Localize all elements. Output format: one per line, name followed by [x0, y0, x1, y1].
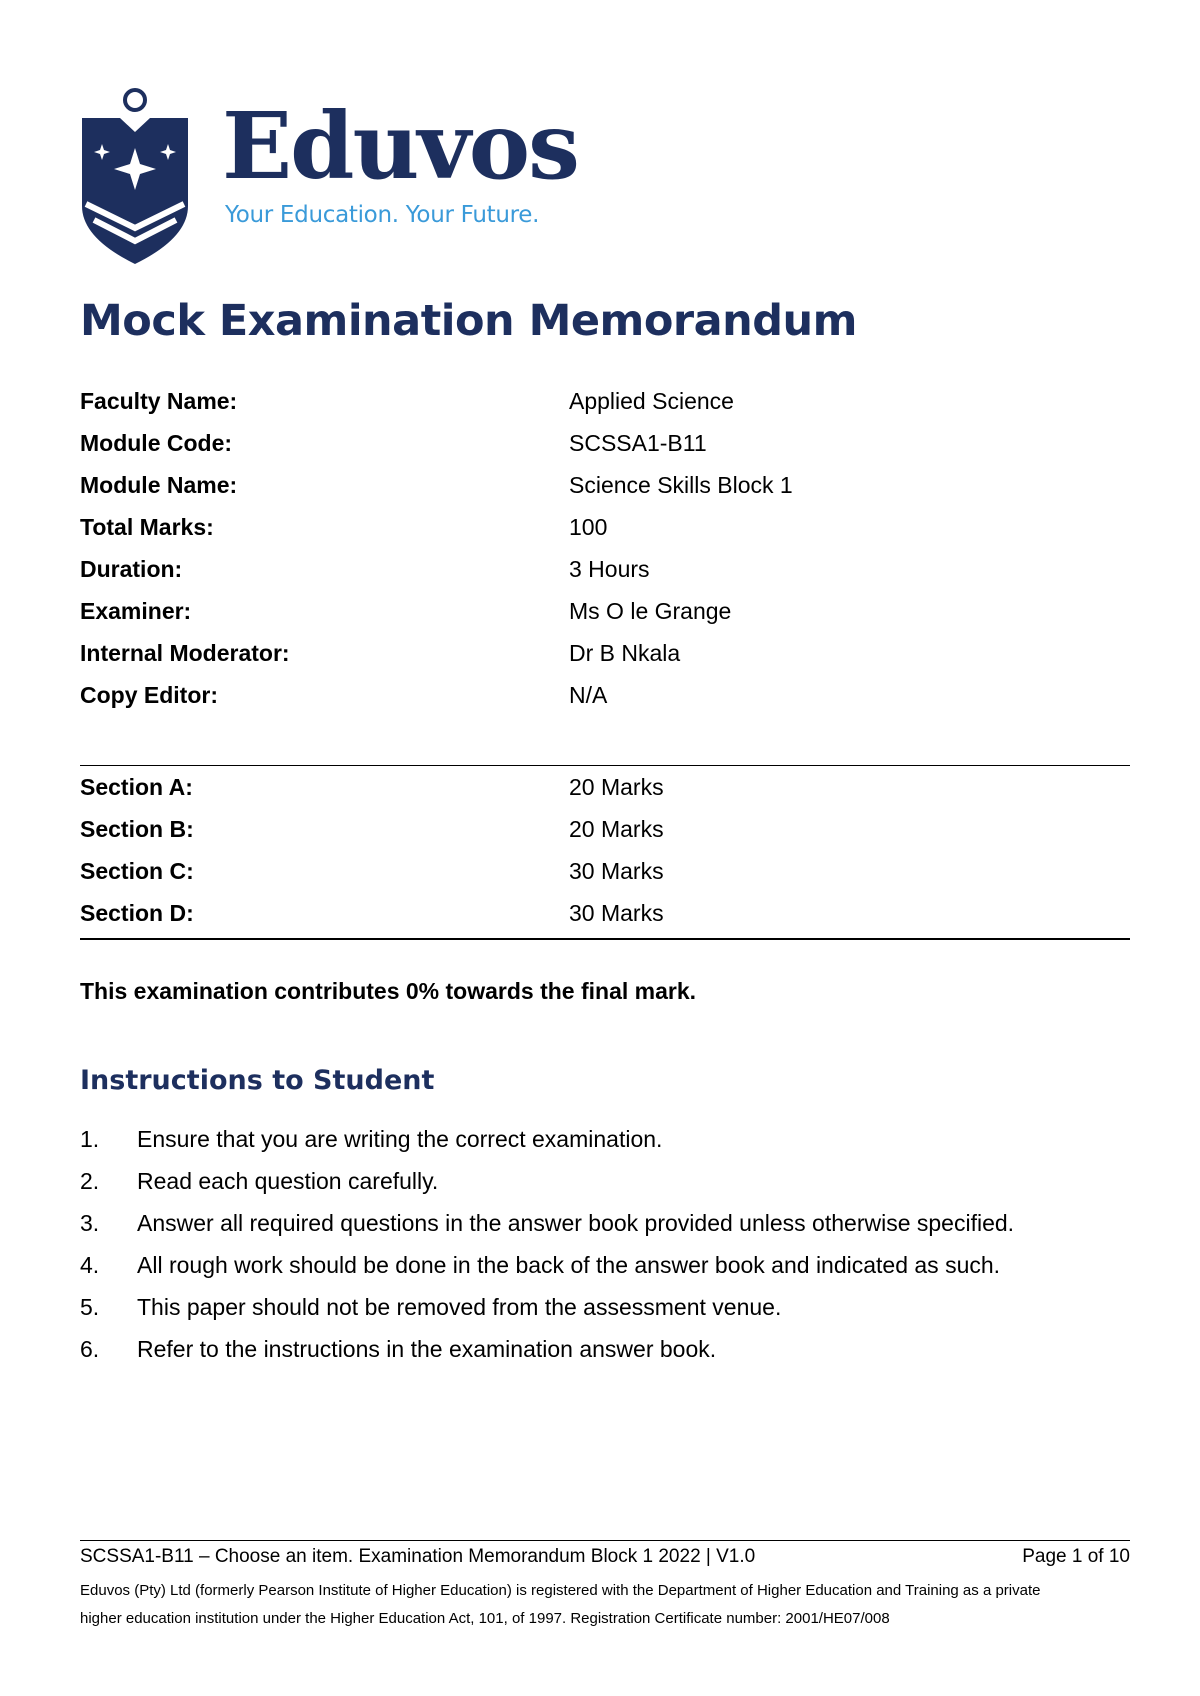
instruction-number: 6. [80, 1336, 100, 1362]
instruction-text: Answer all required questions in the answer book provided unless otherwise specified. [137, 1210, 1015, 1236]
section-row [80, 892, 1130, 934]
info-label: Module Name: [80, 472, 238, 498]
instruction-number: 2. [80, 1168, 100, 1194]
instruction-number: 4. [80, 1252, 100, 1278]
footer-reference-line [80, 1541, 1130, 1573]
instruction-item [80, 1118, 1140, 1160]
info-row [80, 590, 1130, 632]
section-marks: 20 Marks [569, 816, 664, 842]
contribution-note: This examination contributes 0% towards the final mark. [80, 978, 697, 1004]
section-label: Section C: [80, 858, 194, 884]
page-number: Page 1 of 10 [1022, 1546, 1130, 1567]
eduvos-logo [80, 86, 580, 266]
info-value: 100 [569, 514, 608, 540]
info-label: Total Marks: [80, 514, 214, 540]
info-value: Applied Science [569, 388, 734, 414]
info-row [80, 632, 1130, 674]
section-label: Section A: [80, 774, 193, 800]
instruction-item [80, 1202, 1140, 1244]
info-label: Faculty Name: [80, 388, 238, 414]
info-value: Science Skills Block 1 [569, 472, 793, 498]
instructions-heading: Instructions to Student [80, 1065, 435, 1096]
section-row [80, 850, 1130, 892]
section-marks-table [80, 765, 1130, 940]
info-value: SCSSA1-B11 [569, 430, 707, 456]
legal-notice [80, 1577, 1130, 1633]
info-label: Internal Moderator: [80, 640, 290, 666]
instruction-number: 1. [80, 1126, 100, 1152]
instruction-text: Ensure that you are writing the correct examination. [137, 1126, 663, 1152]
info-row [80, 380, 1130, 422]
info-row [80, 506, 1130, 548]
info-row [80, 548, 1130, 590]
brand-name: Eduvos [222, 92, 578, 200]
instruction-item [80, 1328, 1140, 1370]
legal-line: higher education institution under the Higher Education Act, 101, of 1997. Registration Certificate number: 2001/HE07/008 [80, 1610, 890, 1627]
page-footer [80, 1540, 1130, 1633]
section-label: Section B: [80, 816, 194, 842]
section-marks: 30 Marks [569, 900, 664, 926]
section-row [80, 808, 1130, 850]
legal-line: Eduvos (Pty) Ltd (formerly Pearson Institute of Higher Education) is registered with the Department of Higher Education and Training as a private [80, 1582, 1041, 1599]
section-marks: 30 Marks [569, 858, 664, 884]
brand-tagline: Your Education. Your Future. [225, 202, 540, 228]
instruction-text: Read each question carefully. [137, 1168, 439, 1194]
info-value: Ms O le Grange [569, 598, 732, 624]
document-reference: SCSSA1-B11 – Choose an item. Examination Memorandum Block 1 2022 | V1.0 [80, 1546, 756, 1567]
info-label: Module Code: [80, 430, 233, 456]
instruction-item [80, 1244, 1140, 1286]
shield-crest-icon [80, 86, 190, 266]
section-label: Section D: [80, 900, 194, 926]
section-marks: 20 Marks [569, 774, 664, 800]
instruction-text: Refer to the instructions in the examination answer book. [137, 1336, 717, 1362]
document-title: Mock Examination Memorandum [80, 296, 857, 346]
section-row [80, 766, 1130, 808]
info-value: N/A [569, 682, 608, 708]
instruction-text: This paper should not be removed from the assessment venue. [137, 1294, 782, 1320]
instruction-number: 5. [80, 1294, 100, 1320]
info-row [80, 422, 1130, 464]
info-label: Duration: [80, 556, 183, 582]
exam-info-table [80, 380, 1130, 716]
instruction-item [80, 1160, 1140, 1202]
instruction-number: 3. [80, 1210, 100, 1236]
instructions-list [80, 1118, 1140, 1370]
info-value: Dr B Nkala [569, 640, 681, 666]
info-label: Copy Editor: [80, 682, 218, 708]
info-row [80, 674, 1130, 716]
info-row [80, 464, 1130, 506]
info-label: Examiner: [80, 598, 192, 624]
info-value: 3 Hours [569, 556, 650, 582]
instruction-text: All rough work should be done in the back of the answer book and indicated as such. [137, 1252, 1001, 1278]
instruction-item [80, 1286, 1140, 1328]
